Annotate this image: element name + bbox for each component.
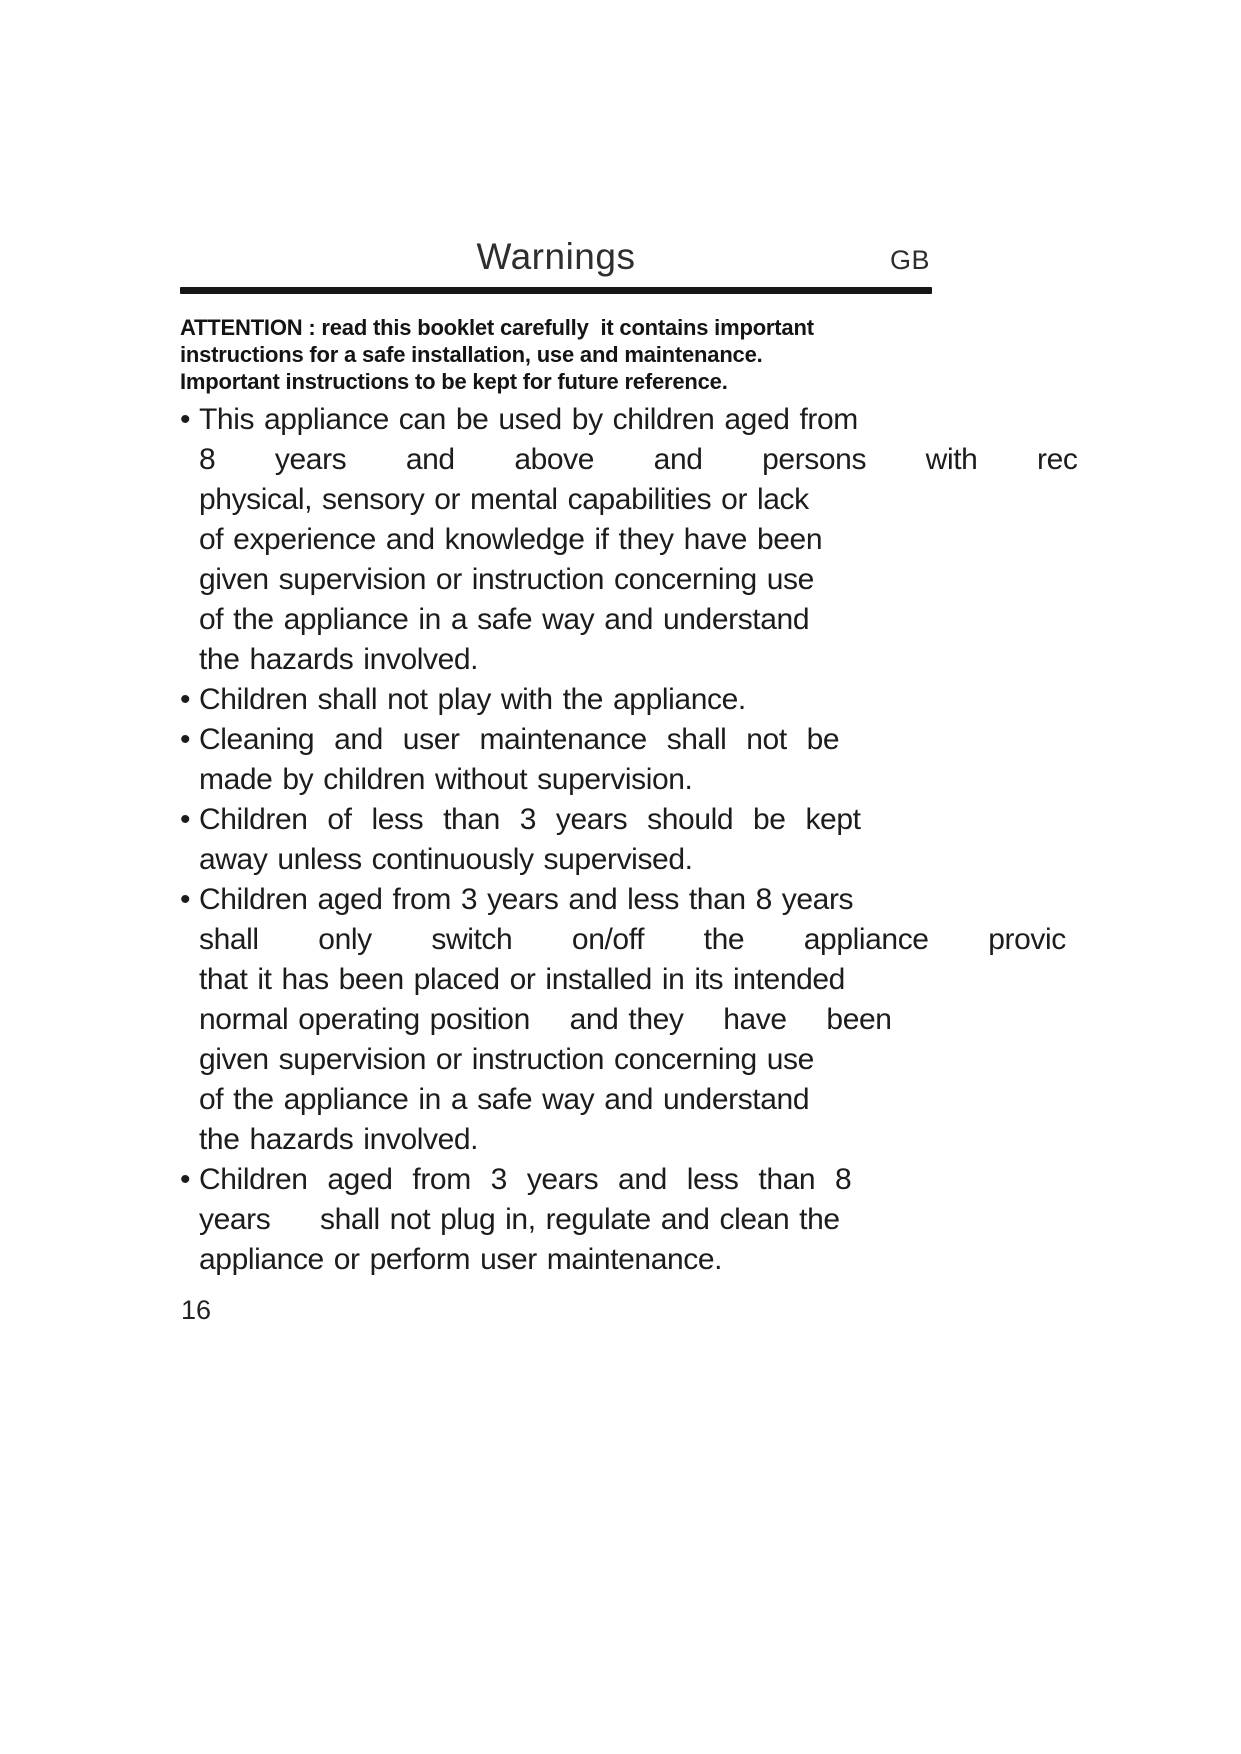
- warning-line: Cleaning and user maintenance shall not be: [199, 723, 840, 756]
- warning-line: Children aged from 3 years and less than 8 years: [199, 883, 854, 916]
- warning-line: Children of less than 3 years should be kept: [199, 803, 861, 836]
- warning-line: of the appliance in a safe way and understand: [199, 603, 810, 636]
- warning-line: the hazards involved.: [199, 1123, 479, 1156]
- warning-line: This appliance can be used by children aged from: [199, 403, 858, 436]
- warning-line: normal operating position and they have been: [199, 1003, 892, 1036]
- page-header: [180, 236, 932, 284]
- warning-line: the hazards involved.: [199, 643, 479, 676]
- warning-item: [180, 800, 1078, 880]
- bullet-icon: •: [180, 683, 191, 716]
- attention-line: Important instructions to be kept for future reference.: [180, 369, 728, 394]
- warning-line: 8 years and above and persons with rec: [199, 443, 1078, 476]
- warning-line: Children shall not play with the appliance.: [199, 683, 746, 716]
- bullet-icon: •: [180, 1163, 191, 1196]
- warning-text: [199, 680, 746, 720]
- region-code: GB: [889, 245, 930, 275]
- warning-line: of the appliance in a safe way and understand: [199, 1083, 810, 1116]
- warning-item: [180, 880, 1078, 1160]
- warning-line: given supervision or instruction concerning use: [199, 563, 814, 596]
- warning-list: [180, 400, 1078, 1280]
- attention-note: [180, 314, 814, 395]
- bullet-icon: •: [180, 803, 191, 836]
- warning-line: appliance or perform user maintenance.: [199, 1243, 723, 1276]
- attention-line: ATTENTION : read this booklet carefully it contains important: [180, 315, 814, 340]
- warning-line: physical, sensory or mental capabilities or lack: [199, 483, 809, 516]
- page-number: 16: [181, 1295, 212, 1325]
- bullet-icon: •: [180, 723, 191, 756]
- warning-line: away unless continuously supervised.: [199, 843, 693, 876]
- warning-text: [199, 880, 1066, 1160]
- warning-text: [199, 720, 839, 800]
- warning-line: Children aged from 3 years and less than 8: [199, 1163, 852, 1196]
- warning-item: [180, 400, 1078, 680]
- warning-item: [180, 680, 1078, 720]
- warning-text: [199, 800, 861, 880]
- warning-line: shall only switch on/off the appliance provic: [199, 923, 1066, 956]
- header-rule: [180, 287, 932, 294]
- bullet-icon: •: [180, 403, 191, 436]
- warning-text: [199, 400, 1078, 680]
- bullet-icon: •: [180, 883, 191, 916]
- attention-line: instructions for a safe installation, use and maintenance.: [180, 342, 763, 367]
- warning-line: of experience and knowledge if they have been: [199, 523, 823, 556]
- warning-line: given supervision or instruction concerning use: [199, 1043, 814, 1076]
- warning-text: [199, 1160, 851, 1280]
- warning-item: [180, 1160, 1078, 1280]
- page-title: Warnings: [476, 236, 636, 277]
- warning-line: years shall not plug in, regulate and clean the: [199, 1203, 840, 1236]
- warning-line: made by children without supervision.: [199, 763, 693, 796]
- warning-line: that it has been placed or installed in its intended: [199, 963, 845, 996]
- warning-item: [180, 720, 1078, 800]
